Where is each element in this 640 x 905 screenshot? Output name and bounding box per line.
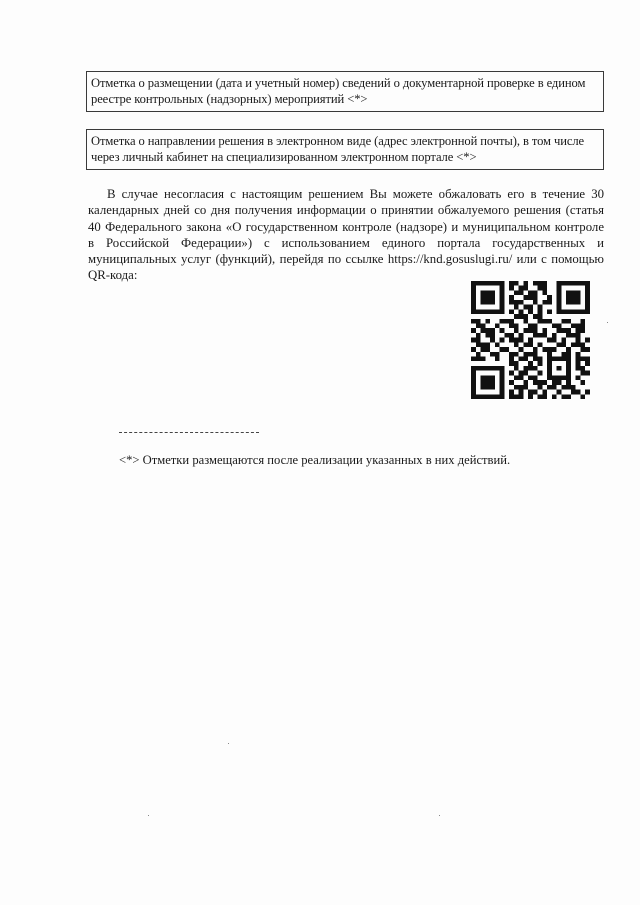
- registry-mark-line-1: Отметка о размещении (дата и учетный номер) сведений о документарной проверке в едином: [91, 76, 586, 90]
- appeal-line-4: в Российской Федерации») с использованием единого портала государственных и: [88, 235, 604, 250]
- appeal-line-6: QR-кода:: [88, 268, 138, 283]
- qr-code-icon[interactable]: [471, 281, 590, 399]
- registry-mark-line-2: реестре контрольных (надзорных) мероприятий <*>: [91, 92, 368, 106]
- appeal-line-3: 40 Федерального закона «О государственном контроле (надзоре) и муниципальном контроле: [88, 219, 604, 234]
- electronic-delivery-mark-box: [86, 129, 604, 170]
- scan-speck: [439, 815, 440, 816]
- scan-speck: [148, 815, 149, 816]
- appeal-paragraph: [88, 186, 604, 284]
- registry-mark-box: [86, 71, 604, 112]
- delivery-mark-line-2: через личный кабинет на специализированном электронном портале <*>: [91, 150, 477, 164]
- delivery-mark-line-1: Отметка о направлении решения в электронном виде (адрес электронной почты), в том числе: [91, 134, 585, 148]
- appeal-line-1: В случае несогласия с настоящим решением Вы можете обжаловать его в течение 30: [107, 187, 604, 201]
- appeal-line-2: календарных дней со дня получения информации о принятии обжалуемого решения (статья: [88, 203, 604, 218]
- appeal-line-5-with-link: муниципальных услуг (функций), перейдя по ссылке https://knd.gosuslugi.ru/ или с помощью: [88, 252, 604, 267]
- scan-speck: [228, 743, 229, 744]
- scan-speck: [607, 322, 608, 323]
- footnote-text: <*> Отметки размещаются после реализации указанных в них действий.: [119, 453, 511, 467]
- footnote-separator: [119, 432, 259, 433]
